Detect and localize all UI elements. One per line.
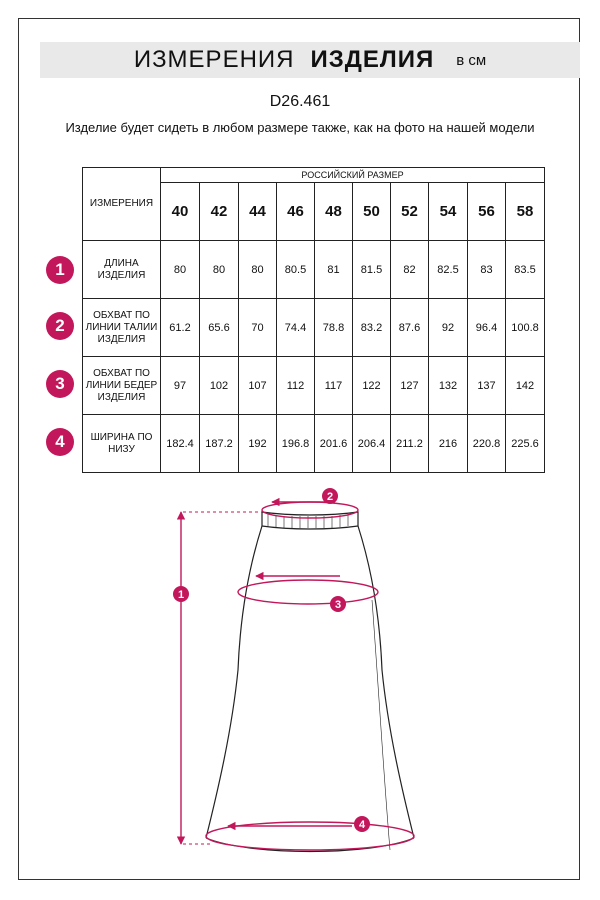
diagram-markers (173, 488, 370, 832)
value-cell: 80.5 (277, 241, 315, 299)
size-table (82, 167, 545, 473)
value-cell: 142 (506, 357, 545, 415)
value-cell: 216 (429, 415, 468, 473)
value-cell: 83.2 (353, 299, 391, 357)
value-cell: 80 (161, 241, 200, 299)
value-cell: 132 (429, 357, 468, 415)
row-number-badge: 2 (46, 312, 74, 340)
value-cell: 78.8 (315, 299, 353, 357)
size-header-cell: 46 (277, 183, 315, 241)
value-cell: 100.8 (506, 299, 545, 357)
row-number-badge: 3 (46, 370, 74, 398)
skirt-diagram (0, 480, 600, 900)
size-header-cell: 58 (506, 183, 545, 241)
value-cell: 83.5 (506, 241, 545, 299)
value-cell: 83 (468, 241, 506, 299)
value-cell: 187.2 (200, 415, 239, 473)
value-cell: 206.4 (353, 415, 391, 473)
title-unit: в см (456, 51, 487, 69)
marker-4 (354, 816, 370, 832)
value-cell: 97 (161, 357, 200, 415)
value-cell: 192 (239, 415, 277, 473)
value-cell: 225.6 (506, 415, 545, 473)
fit-note: Изделие будет сидеть в любом размере также, как на фото на нашей модели (65, 120, 535, 135)
article-code: D26.461 (269, 93, 331, 110)
title-banner (40, 42, 580, 78)
value-cell: 81 (315, 241, 353, 299)
table-row (83, 241, 545, 299)
size-header-cell: 52 (391, 183, 429, 241)
title-measurements: ИЗМЕРЕНИЯ (133, 46, 295, 73)
value-cell: 211.2 (391, 415, 429, 473)
value-cell: 117 (315, 357, 353, 415)
marker-1 (173, 586, 189, 602)
row-number-badge: 4 (46, 428, 74, 456)
marker-3 (330, 596, 346, 612)
title-product: ИЗДЕЛИЯ (310, 46, 435, 73)
size-group-label: РОССИЙСКИЙ РАЗМЕР (161, 168, 545, 183)
value-cell: 82.5 (429, 241, 468, 299)
value-cell: 220.8 (468, 415, 506, 473)
size-header-cell: 50 (353, 183, 391, 241)
svg-text:2: 2 (326, 491, 334, 503)
marker-2 (322, 488, 338, 504)
size-header-cell: 54 (429, 183, 468, 241)
value-cell: 70 (239, 299, 277, 357)
value-cell: 81.5 (353, 241, 391, 299)
value-cell: 182.4 (161, 415, 200, 473)
svg-text:3: 3 (334, 599, 342, 611)
size-header-cell: 44 (239, 183, 277, 241)
value-cell: 87.6 (391, 299, 429, 357)
table-row (83, 415, 545, 473)
size-header-cell: 42 (200, 183, 239, 241)
table-row (83, 357, 545, 415)
value-cell: 74.4 (277, 299, 315, 357)
svg-text:1: 1 (177, 589, 185, 601)
size-header-cell: 48 (315, 183, 353, 241)
value-cell: 122 (353, 357, 391, 415)
row-label: ДЛИНА ИЗДЕЛИЯ (83, 241, 161, 299)
row-label: ОБХВАТ ПО ЛИНИИ ТАЛИИ ИЗДЕЛИЯ (83, 299, 161, 357)
value-cell: 80 (200, 241, 239, 299)
value-cell: 65.6 (200, 299, 239, 357)
size-header-cell: 40 (161, 183, 200, 241)
value-cell: 80 (239, 241, 277, 299)
row-label: ШИРИНА ПО НИЗУ (83, 415, 161, 473)
value-cell: 137 (468, 357, 506, 415)
value-cell: 107 (239, 357, 277, 415)
value-cell: 96.4 (468, 299, 506, 357)
size-header-cell: 56 (468, 183, 506, 241)
value-cell: 102 (200, 357, 239, 415)
value-cell: 92 (429, 299, 468, 357)
svg-text:4: 4 (358, 819, 366, 831)
value-cell: 196.8 (277, 415, 315, 473)
table-row (83, 299, 545, 357)
row-number-badge: 1 (46, 256, 74, 284)
value-cell: 61.2 (161, 299, 200, 357)
skirt-outline (206, 512, 414, 852)
value-cell: 82 (391, 241, 429, 299)
row-label: ОБХВАТ ПО ЛИНИИ БЕДЕР ИЗДЕЛИЯ (83, 357, 161, 415)
value-cell: 127 (391, 357, 429, 415)
value-cell: 112 (277, 357, 315, 415)
value-cell: 201.6 (315, 415, 353, 473)
corner-label: ИЗМЕРЕНИЯ (83, 168, 161, 241)
